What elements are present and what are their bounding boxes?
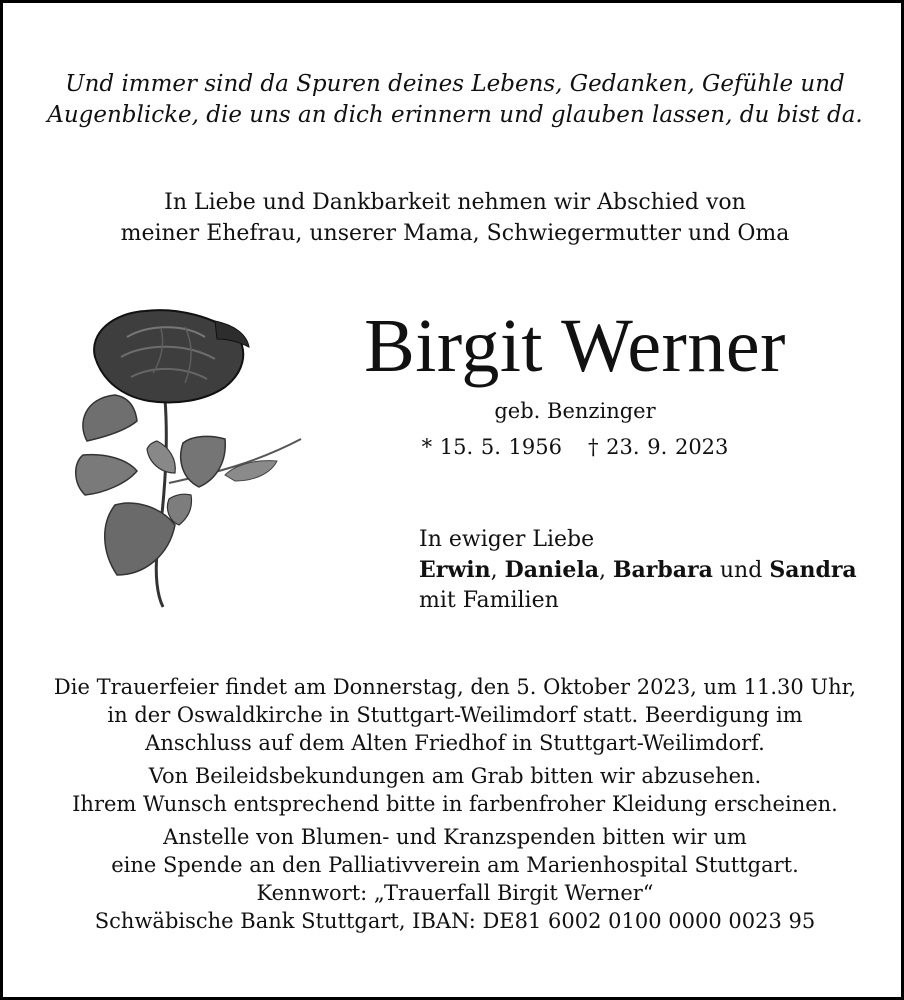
- rose-image: [65, 303, 315, 613]
- name-separator: und: [712, 558, 770, 583]
- motto-line: Augenblicke, die uns an dich erinnern und glauben lassen, du bist da.: [47, 102, 863, 128]
- info-line: Anstelle von Blumen- und Kranzspenden bitten wir um: [163, 825, 747, 849]
- motto-line: Und immer sind da Spuren deines Lebens, Gedanken, Gefühle und: [65, 71, 845, 97]
- info-line: Kennwort: „Trauerfall Birgit Werner“: [256, 881, 654, 905]
- info-line: eine Spende an den Palliativverein am Marienhospital Stuttgart.: [111, 853, 799, 877]
- birth-date: * 15. 5. 1956: [421, 435, 562, 459]
- intro-line: meiner Ehefrau, unserer Mama, Schwiegermutter und Oma: [120, 221, 790, 246]
- intro-text: [3, 187, 904, 249]
- intro-line: In Liebe und Dankbarkeit nehmen wir Abschied von: [164, 190, 746, 215]
- info-line: Von Beileidsbekundungen am Grab bitten wir abzusehen.: [148, 764, 762, 788]
- family-line: mit Familien: [419, 588, 559, 613]
- wishes-paragraph: [3, 762, 904, 818]
- family-member-name: Barbara: [612, 557, 713, 583]
- maiden-name: geb. Benzinger: [494, 399, 656, 423]
- info-line: Ihrem Wunsch entsprechend bitte in farbenfroher Kleidung erscheinen.: [72, 792, 838, 816]
- funeral-information: [3, 673, 904, 935]
- motto-quote: [3, 69, 904, 131]
- death-date: † 23. 9. 2023: [588, 435, 729, 459]
- family-member-name: Sandra: [769, 557, 857, 583]
- rose-leaf: [225, 461, 277, 481]
- rose-leaf: [76, 455, 137, 495]
- family-member-name: Erwin: [419, 557, 491, 583]
- name-separator: ,: [490, 558, 505, 583]
- info-line: in der Oswaldkirche in Stuttgart-Weilimdorf statt. Beerdigung im: [107, 703, 803, 727]
- rose-leaf: [83, 395, 137, 441]
- info-line: Die Trauerfeier findet am Donnerstag, den 5. Oktober 2023, um 11.30 Uhr,: [53, 675, 857, 699]
- bank-details: Schwäbische Bank Stuttgart, IBAN: DE81 6002 0100 0000 0023 95: [94, 909, 816, 933]
- name-separator: ,: [598, 558, 613, 583]
- family-line: In ewiger Liebe: [419, 527, 595, 552]
- family-signature: [419, 525, 889, 616]
- service-paragraph: [3, 673, 904, 757]
- rose-stem: [156, 399, 166, 607]
- rose-leaf: [105, 503, 175, 575]
- family-names: [419, 555, 889, 586]
- rose-leaf: [147, 441, 175, 473]
- family-member-name: Daniela: [504, 557, 599, 583]
- info-line: Anschluss auf dem Alten Friedhof in Stuttgart-Weilimdorf.: [145, 731, 765, 755]
- life-dates: [325, 433, 825, 461]
- donation-paragraph: [3, 823, 904, 935]
- deceased-name: Birgit Werner: [364, 304, 786, 388]
